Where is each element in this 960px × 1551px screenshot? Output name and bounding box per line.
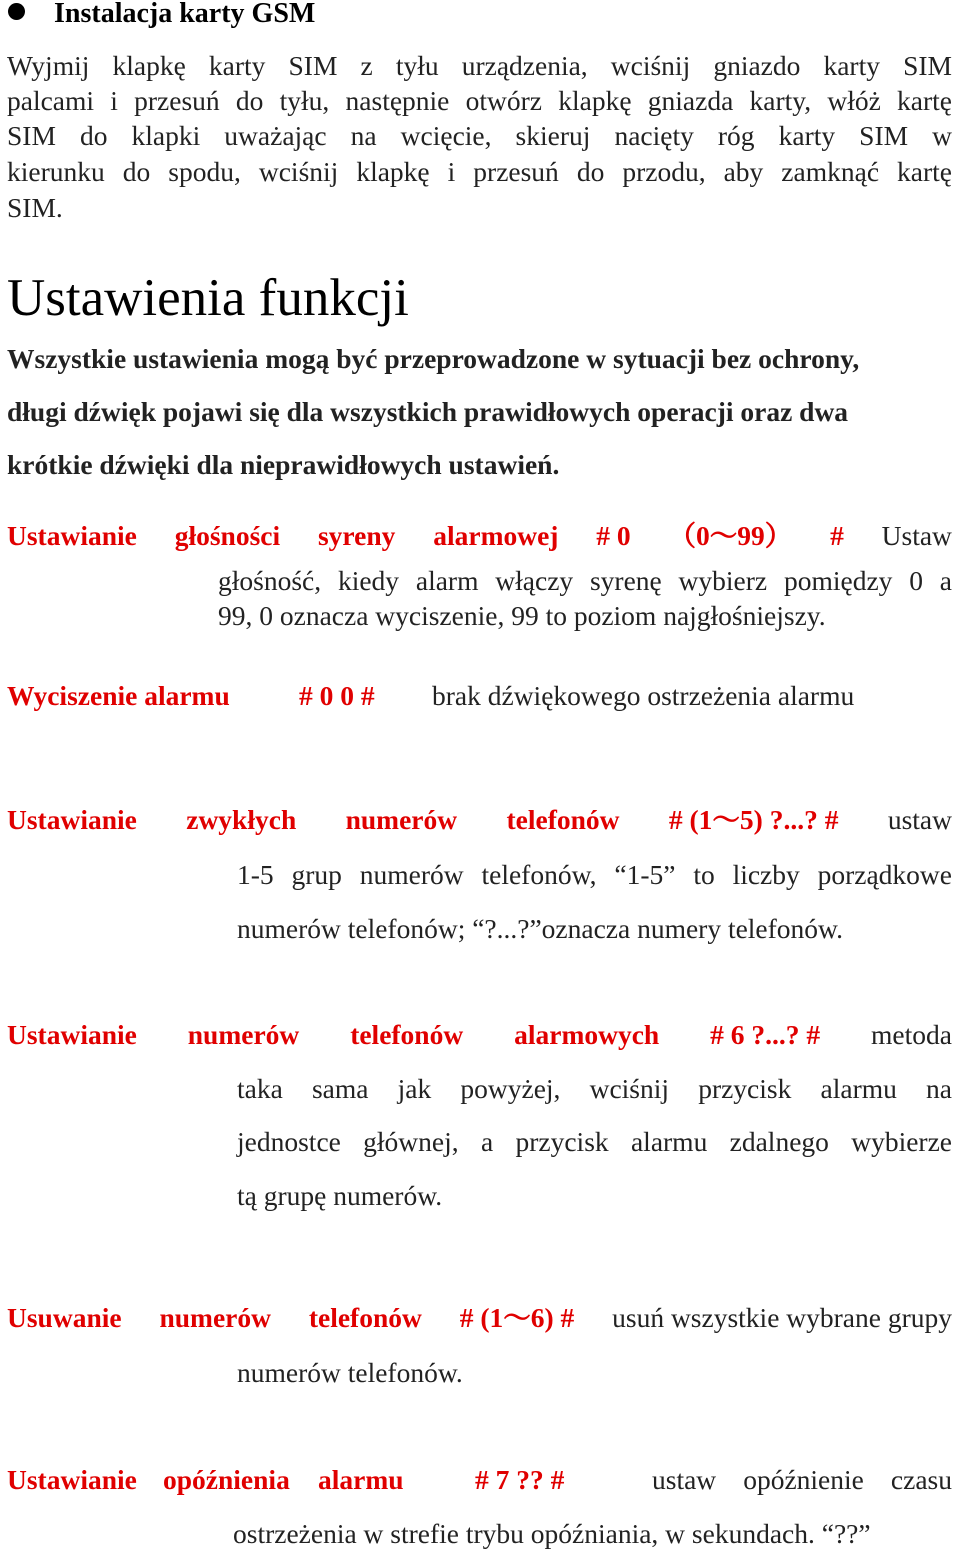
- setting-description-line: 1-5 grup numerów telefonów, “1-5” to liczby porządkowe: [237, 859, 952, 890]
- setting-word: telefonów: [506, 804, 620, 835]
- setting-word: numerów: [187, 1019, 300, 1050]
- setting-code: （0～99）: [668, 520, 793, 551]
- intro-line-2: długi dźwięk pojawi się dla wszystkich prawidłowych operacji oraz dwa: [7, 396, 849, 427]
- setting-description-line: jednostce głównej, a przycisk alarmu zdalnego wybierze: [237, 1126, 952, 1157]
- setting-title: Wyciszenie alarmu: [7, 680, 230, 711]
- setting-description-line: tą grupę numerów.: [237, 1180, 443, 1211]
- setting-word: telefonów: [308, 1302, 422, 1333]
- setting-word: alarmowych: [514, 1019, 660, 1050]
- setting-description-line: numerów telefonów.: [237, 1357, 463, 1388]
- setting-description-start: usuń wszystkie wybrane grupy: [612, 1302, 952, 1333]
- setting-code: # 0 0 #: [299, 680, 375, 711]
- setting-word: alarmowej: [433, 520, 559, 551]
- setting-code: # (1～5) ?...? #: [668, 804, 839, 835]
- functions-title: Ustawienia funkcji: [7, 269, 409, 327]
- setting-siren-volume: [7, 513, 952, 553]
- setting-word: Ustawianie: [7, 1464, 137, 1495]
- setting-code: # 0: [596, 520, 631, 551]
- setting-word: zwykłych: [186, 804, 297, 835]
- setting-code: # (1～6) #: [459, 1302, 575, 1333]
- setting-code: #: [830, 520, 844, 551]
- setting-code: # 6 ?...? #: [710, 1019, 821, 1050]
- setting-word: Ustawianie: [7, 804, 137, 835]
- setting-description-start: Ustaw: [881, 520, 952, 551]
- setting-word: numerów: [159, 1302, 271, 1333]
- setting-word: Usuwanie: [7, 1302, 122, 1333]
- setting-word: opóźnienia: [163, 1464, 290, 1495]
- gsm-line-5: SIM.: [7, 192, 63, 223]
- gsm-line-3: SIM do klapki uważając na wcięcie, skieruj nacięty róg karty SIM w: [7, 120, 952, 151]
- gsm-line-2: palcami i przesuń do tyłu, następnie otwórz klapkę gniazda karty, włóż kartę: [7, 85, 952, 116]
- setting-alarm-numbers: [7, 1019, 952, 1051]
- setting-word: Ustawianie: [7, 1019, 137, 1050]
- setting-description: brak dźwiękowego ostrzeżenia alarmu: [432, 680, 855, 711]
- setting-description-start: metoda: [871, 1019, 952, 1050]
- setting-description-line: taka sama jak powyżej, wciśnij przycisk alarmu na: [237, 1073, 952, 1104]
- setting-word: Ustawianie: [7, 520, 137, 551]
- intro-line-3: krótkie dźwięki dla nieprawidłowych ustawień.: [7, 449, 560, 480]
- setting-word: syreny: [317, 520, 396, 551]
- setting-word: głośności: [174, 520, 281, 551]
- setting-regular-numbers: [7, 797, 952, 837]
- setting-description-start: ustaw: [887, 804, 952, 835]
- setting-word: numerów: [345, 804, 458, 835]
- setting-word: telefonów: [350, 1019, 464, 1050]
- setting-delete-numbers: [7, 1295, 952, 1335]
- setting-description-line: 99, 0 oznacza wyciszenie, 99 to poziom najgłośniejszy.: [218, 600, 826, 631]
- setting-description-line: ostrzeżenia w strefie trybu opóźniania, w sekundach. “??”: [233, 1518, 871, 1549]
- gsm-line-1: Wyjmij klapkę karty SIM z tyłu urządzenia, wciśnij gniazdo karty SIM: [7, 50, 952, 81]
- setting-description-line: głośność, kiedy alarm włączy syrenę wybierz pomiędzy 0 a: [218, 565, 952, 596]
- gsm-line-4: kierunku do spodu, wciśnij klapkę i przesuń do przodu, aby zamknąć kartę: [7, 156, 952, 187]
- gsm-heading: Instalacja karty GSM: [54, 0, 316, 29]
- setting-word: alarmu: [318, 1464, 404, 1495]
- setting-code: # 7 ?? #: [475, 1464, 565, 1495]
- bullet-icon: [8, 3, 25, 20]
- setting-description-line: numerów telefonów; “?...?”oznacza numery telefonów.: [237, 913, 843, 944]
- setting-description-start: ustaw opóźnienie czasu: [652, 1464, 952, 1495]
- intro-line-1: Wszystkie ustawienia mogą być przeprowadzone w sytuacji bez ochrony,: [7, 343, 860, 374]
